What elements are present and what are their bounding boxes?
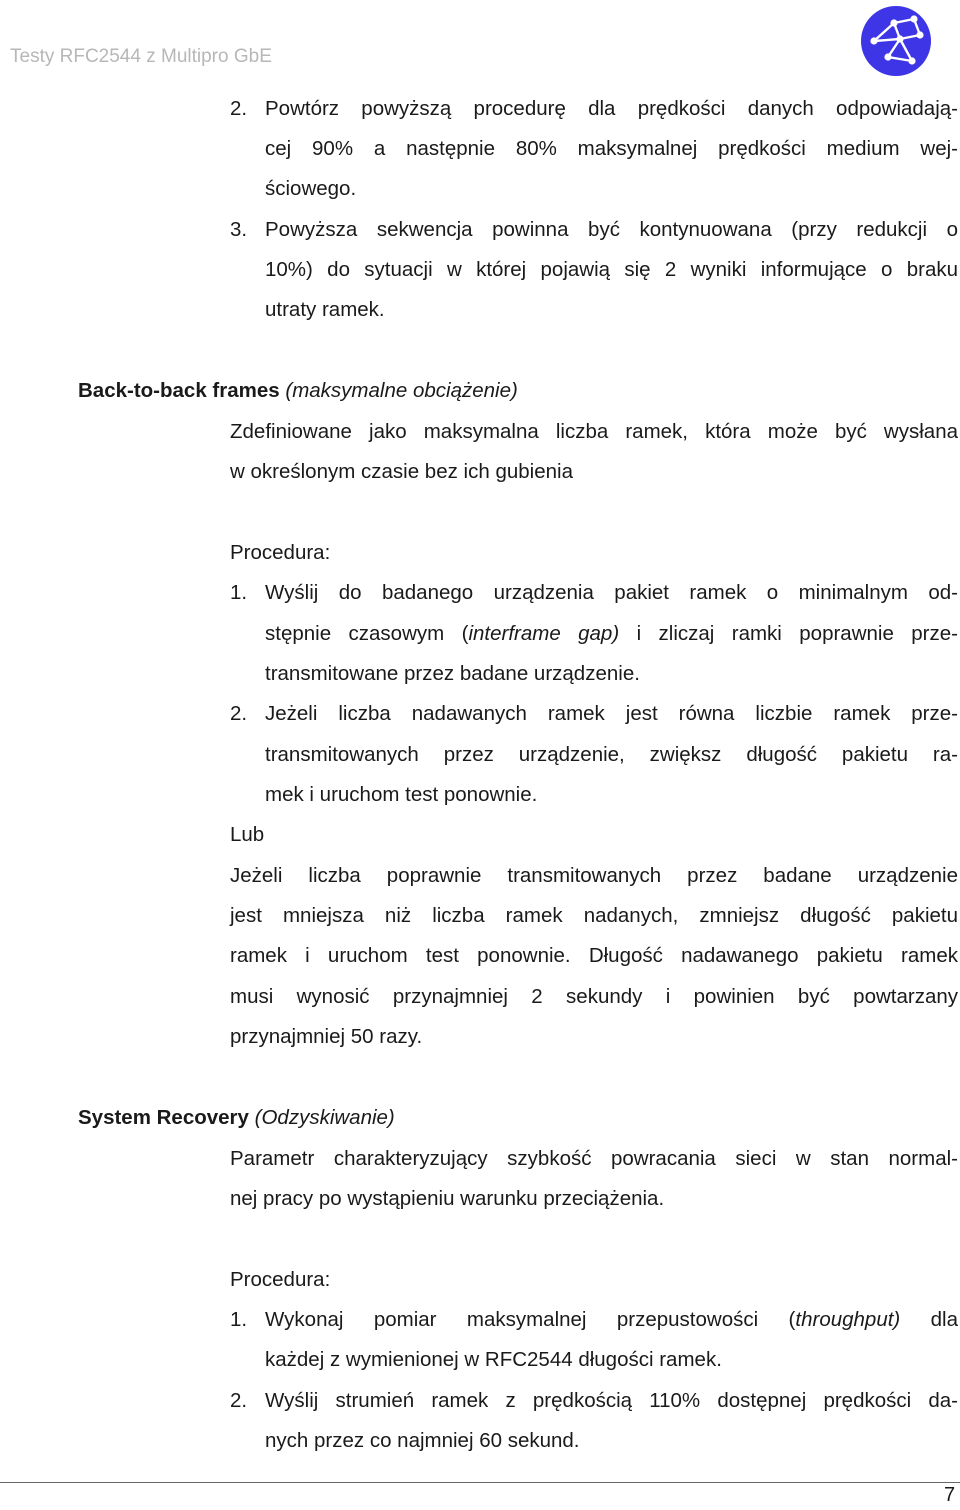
definition-line: Zdefiniowane jako maksymalna liczba ramek, która może być wysłana [230, 420, 958, 443]
paragraph-line: Jeżeli liczba poprawnie transmitowanych przez badane urządzenie [230, 864, 958, 887]
italic-term: interframe gap) [468, 622, 620, 645]
list-number: 3. [230, 218, 248, 241]
section-heading [78, 371, 518, 411]
paragraph-line: przynajmniej 50 razy. [230, 1025, 423, 1048]
definition-line: w określonym czasie bez ich gubienia [230, 460, 573, 483]
list-item-line: Wyślij do badanego urządzenia pakiet ramek o minimalnym od- [265, 581, 958, 604]
list-item-line: cej 90% a następnie 80% maksymalnej prędkości medium wej- [265, 137, 958, 160]
list-item-line: stępnie czasowym (interframe gap) i zliczaj ramki poprawnie prze- [265, 622, 958, 645]
definition-line: nej pracy po wystąpieniu warunku przeciążenia. [230, 1187, 665, 1210]
list-item-line: transmitowanych przez urządzenie, zwiększ długość pakietu ra- [265, 743, 958, 766]
list-item-line: Wykonaj pomiar maksymalnej przepustowości (throughput) dla [265, 1308, 958, 1331]
list-item-line: utraty ramek. [265, 298, 385, 321]
list-number: 2. [230, 97, 248, 120]
paragraph-line: ramek i uruchom test ponownie. Długość nadawanego pakietu ramek [230, 944, 958, 967]
list-item-line: 10%) do sytuacji w której pojawią się 2 wyniki informujące o braku [265, 258, 958, 281]
paragraph-line: musi wynosić przynajmniej 2 sekundy i powinien być powtarzany [230, 985, 958, 1008]
document-title: Testy RFC2544 z Multipro GbE [10, 46, 272, 67]
procedure-label: Procedura: [230, 1268, 331, 1291]
list-item-line: Powyższa sekwencja powinna być kontynuowana (przy redukcji o [265, 218, 958, 241]
footer-divider [0, 1482, 960, 1483]
network-graph-icon [860, 5, 932, 77]
paragraph-line: jest mniejsza niż liczba ramek nadanych, zmniejsz długość pakietu [230, 904, 958, 927]
list-number: 1. [230, 1308, 248, 1331]
list-item-line: mek i uruchom test ponownie. [265, 783, 538, 806]
italic-term: throughput) [795, 1308, 901, 1331]
definition-line: Parametr charakteryzujący szybkość powracania sieci w stan normal- [230, 1147, 958, 1170]
list-item-line: każdej z wymienionej w RFC2544 długości ramek. [265, 1348, 722, 1371]
list-item-line: Wyślij strumień ramek z prędkością 110% dostępnej prędkości da- [265, 1389, 958, 1412]
list-number: 2. [230, 702, 248, 725]
list-number: 1. [230, 581, 248, 604]
list-item-line: Powtórz powyższą procedurę dla prędkości danych odpowiadają- [265, 97, 958, 120]
section-heading [78, 1098, 395, 1138]
list-item-line: Jeżeli liczba nadawanych ramek jest równa liczbie ramek prze- [265, 702, 958, 725]
section-subheading: (Odzyskiwanie) [254, 1106, 395, 1129]
list-item-line: nych przez co najmniej 60 sekund. [265, 1429, 580, 1452]
procedure-label: Procedura: [230, 541, 331, 564]
list-number: 2. [230, 1389, 248, 1412]
page-number: 7 [944, 1484, 956, 1506]
list-item-line: transmitowane przez badane urządzenie. [265, 662, 640, 685]
or-label: Lub [230, 823, 265, 846]
section-subheading: (maksymalne obciążenie) [285, 379, 518, 402]
list-item-line: ściowego. [265, 177, 357, 200]
section-heading-bold: System Recovery [78, 1106, 249, 1129]
section-heading-bold: Back-to-back frames [78, 379, 280, 402]
